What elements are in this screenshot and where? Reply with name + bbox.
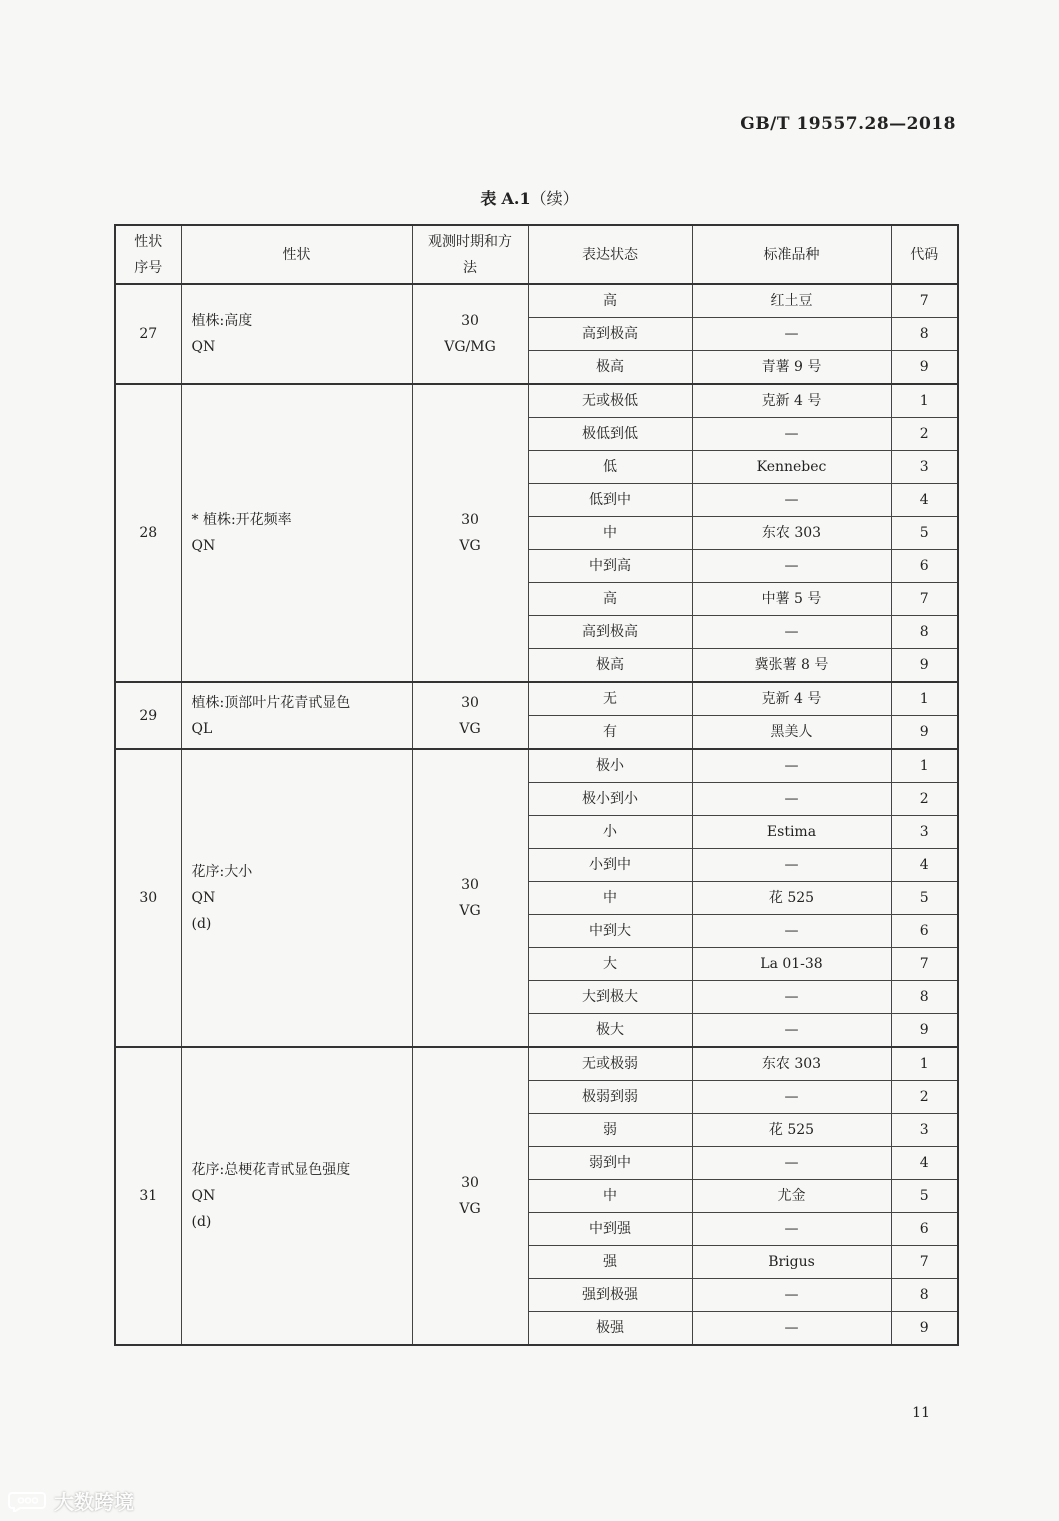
header-variety: 标准品种 [692, 225, 891, 284]
trait-line: QN [191, 1188, 216, 1204]
observation-period [412, 284, 528, 384]
trait-line: QL [191, 720, 213, 737]
expression-state: 弱 [528, 1114, 692, 1147]
table-header-row [115, 225, 958, 284]
code: 9 [891, 1014, 958, 1048]
expression-state: 低 [528, 451, 692, 484]
expression-state: 强到极强 [528, 1279, 692, 1312]
code: 9 [891, 351, 958, 385]
code: 6 [891, 1213, 958, 1246]
code: 7 [891, 1246, 958, 1279]
standard-variety: — [692, 1312, 891, 1346]
trait-line: 花序:总梗花青甙显色强度 [191, 1162, 351, 1178]
expression-state: 高到极高 [528, 318, 692, 351]
expression-state: 小到中 [528, 849, 692, 882]
standard-variety: Kennebec [692, 451, 891, 484]
code: 1 [891, 682, 958, 716]
trait-seq: 30 [115, 749, 181, 1047]
traits-table [114, 224, 959, 1346]
expression-state: 中到大 [528, 915, 692, 948]
trait-description [181, 384, 412, 682]
code: 1 [891, 384, 958, 418]
table-row [115, 284, 958, 318]
trait-line: (d) [191, 1214, 212, 1230]
expression-state: 小 [528, 816, 692, 849]
standard-variety: 红土豆 [692, 284, 891, 318]
expression-state: 有 [528, 716, 692, 750]
standard-variety: — [692, 849, 891, 882]
code: 8 [891, 1279, 958, 1312]
code: 7 [891, 583, 958, 616]
table-row [115, 1047, 958, 1081]
trait-description [181, 1047, 412, 1345]
standard-variety: 克新 4 号 [692, 384, 891, 418]
code: 9 [891, 1312, 958, 1346]
code: 7 [891, 948, 958, 981]
standard-variety: — [692, 1081, 891, 1114]
code: 2 [891, 1081, 958, 1114]
watermark [8, 1486, 134, 1515]
chat-bubble-icon [8, 1490, 48, 1512]
trait-line: QN [191, 339, 216, 355]
standard-variety: 克新 4 号 [692, 682, 891, 716]
standard-variety: La 01-38 [692, 948, 891, 981]
standard-number: GB/T 19557.28—2018 [740, 114, 956, 134]
standard-variety: — [692, 1213, 891, 1246]
expression-state: 中到强 [528, 1213, 692, 1246]
standard-variety: — [692, 550, 891, 583]
trait-line: 花序:大小 [191, 864, 253, 880]
expression-state: 极高 [528, 351, 692, 385]
trait-line: 植株:高度 [191, 313, 253, 329]
expression-state: 高 [528, 583, 692, 616]
page-number: 11 [912, 1405, 930, 1421]
period-line: VG [459, 720, 481, 737]
code: 6 [891, 550, 958, 583]
period-line: VG [459, 1201, 481, 1217]
code: 6 [891, 915, 958, 948]
period-line: VG [459, 903, 481, 919]
observation-period [412, 749, 528, 1047]
code: 5 [891, 882, 958, 915]
code: 4 [891, 1147, 958, 1180]
standard-variety: — [692, 1014, 891, 1048]
expression-state: 大到极大 [528, 981, 692, 1014]
header-seq: 性状序号 [115, 225, 181, 284]
trait-description [181, 682, 412, 749]
code: 8 [891, 981, 958, 1014]
table-row [115, 749, 958, 783]
standard-variety: — [692, 749, 891, 783]
trait-seq: 29 [115, 682, 181, 749]
standard-variety: — [692, 783, 891, 816]
expression-state: 无或极弱 [528, 1047, 692, 1081]
code: 4 [891, 849, 958, 882]
standard-variety: — [692, 1279, 891, 1312]
standard-variety: 花 525 [692, 882, 891, 915]
standard-variety: 青薯 9 号 [692, 351, 891, 385]
standard-variety: — [692, 616, 891, 649]
standard-variety: — [692, 418, 891, 451]
standard-variety: — [692, 915, 891, 948]
expression-state: 中 [528, 882, 692, 915]
observation-period [412, 384, 528, 682]
code: 9 [891, 649, 958, 683]
table-body [115, 284, 958, 1345]
expression-state: 极强 [528, 1312, 692, 1346]
code: 1 [891, 749, 958, 783]
header-period: 观测时期和方法 [412, 225, 528, 284]
standard-variety: 冀张薯 8 号 [692, 649, 891, 683]
code: 4 [891, 484, 958, 517]
header-expression: 表达状态 [528, 225, 692, 284]
expression-state: 无 [528, 682, 692, 716]
expression-state: 极弱到弱 [528, 1081, 692, 1114]
period-line: 30 [461, 1175, 479, 1191]
standard-variety: — [692, 1147, 891, 1180]
header-trait: 性状 [181, 225, 412, 284]
trait-line: QN [191, 890, 216, 906]
code: 3 [891, 1114, 958, 1147]
header-code: 代码 [891, 225, 958, 284]
expression-state: 低到中 [528, 484, 692, 517]
code: 5 [891, 517, 958, 550]
watermark-text: 大数跨境 [54, 1490, 134, 1514]
code: 2 [891, 783, 958, 816]
trait-seq: 28 [115, 384, 181, 682]
code: 2 [891, 418, 958, 451]
caption-prefix: 表 [480, 189, 497, 208]
standard-variety: — [692, 981, 891, 1014]
period-line: 30 [461, 877, 479, 893]
expression-state: 中 [528, 1180, 692, 1213]
expression-state: 高到极高 [528, 616, 692, 649]
expression-state: 大 [528, 948, 692, 981]
standard-variety: 东农 303 [692, 517, 891, 550]
expression-state: 极高 [528, 649, 692, 683]
period-line: 30 [461, 694, 479, 711]
code: 9 [891, 716, 958, 750]
code: 8 [891, 616, 958, 649]
code: 3 [891, 816, 958, 849]
expression-state: 极小到小 [528, 783, 692, 816]
expression-state: 无或极低 [528, 384, 692, 418]
caption-label: A.1 [501, 189, 531, 208]
trait-line: (d) [191, 916, 212, 932]
standard-variety: 花 525 [692, 1114, 891, 1147]
trait-line: * 植株:开花频率 [191, 512, 292, 528]
standard-variety: 尤金 [692, 1180, 891, 1213]
standard-variety: — [692, 318, 891, 351]
expression-state: 强 [528, 1246, 692, 1279]
code: 3 [891, 451, 958, 484]
trait-line: 植株:顶部叶片花青甙显色 [191, 694, 351, 711]
period-line: VG [459, 538, 481, 554]
observation-period [412, 682, 528, 749]
trait-seq: 31 [115, 1047, 181, 1345]
trait-description [181, 284, 412, 384]
trait-seq: 27 [115, 284, 181, 384]
table-row [115, 384, 958, 418]
trait-line: QN [191, 538, 216, 554]
expression-state: 极大 [528, 1014, 692, 1048]
expression-state: 中 [528, 517, 692, 550]
code: 7 [891, 284, 958, 318]
period-line: VG/MG [444, 339, 496, 355]
code: 8 [891, 318, 958, 351]
period-line: 30 [461, 313, 479, 329]
expression-state: 极小 [528, 749, 692, 783]
table-row [115, 682, 958, 716]
standard-variety: Brigus [692, 1246, 891, 1279]
observation-period [412, 1047, 528, 1345]
standard-variety: 东农 303 [692, 1047, 891, 1081]
caption-suffix: （续） [530, 189, 579, 208]
standard-variety: Estima [692, 816, 891, 849]
period-line: 30 [461, 512, 479, 528]
code: 5 [891, 1180, 958, 1213]
code: 1 [891, 1047, 958, 1081]
expression-state: 弱到中 [528, 1147, 692, 1180]
trait-description [181, 749, 412, 1047]
expression-state: 高 [528, 284, 692, 318]
standard-variety: 中薯 5 号 [692, 583, 891, 616]
table-caption [0, 186, 1059, 209]
expression-state: 中到高 [528, 550, 692, 583]
expression-state: 极低到低 [528, 418, 692, 451]
standard-variety: — [692, 484, 891, 517]
standard-variety: 黑美人 [692, 716, 891, 750]
